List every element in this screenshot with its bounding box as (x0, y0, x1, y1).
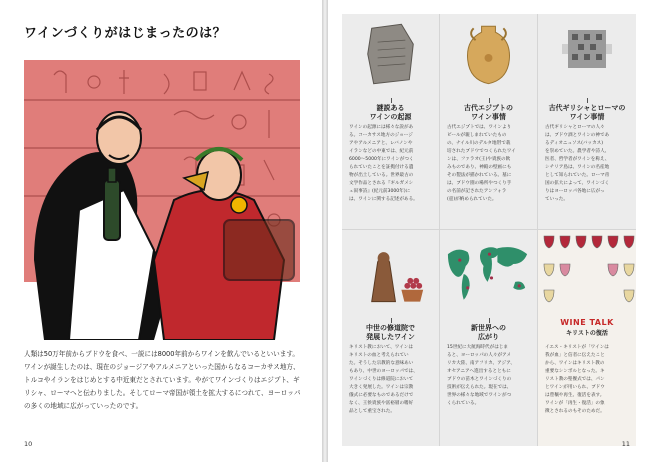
wine-talk-title: WINE TALK (560, 318, 614, 327)
body-line: 人類は50万年前からブドウを食べ、一説には8000年前からワインを飲んでいるといいます。 (24, 350, 300, 358)
wine-tasting-illustration (24, 60, 300, 340)
cell-wine-talk (538, 230, 636, 446)
amphora-icon (440, 14, 537, 94)
cell-egypt (440, 14, 538, 230)
wine-bottle-icon (104, 180, 120, 240)
cell-new-world (440, 230, 538, 446)
cell-text: イエス・キリストが「ワインは 我が血」と信者に伝えたこと から、ワインはキリスト教の 重要なシンボルとなった。キ リスト教の聖餐式では、パン とワインが用いられ、ブドウ は豊穣や再生、復活を表す。 ワインが「再生・復活」の象 徴とされるのもそのためだ。 (545, 345, 609, 414)
cell-heading: 古代ギリシャとローマの ワイン事情 (542, 98, 632, 122)
cell-text: 15世紀に大航海時代がはじま ると、ヨーロッパの人々がアメ リカ大陸、南アフリカ、アジア、 オセアニアへ進出するとともに ブドウの苗木とワインづくりの 技術が伝えられた。現在では、 世界の様々な地域でワインがつ くられている。 (447, 345, 515, 406)
cell-heading: 中世の修道院で 発展したワイン (346, 318, 435, 342)
cell-greece-rome (538, 14, 636, 230)
body-line: ワインが誕生したのは、現在のジョージアやアルメニアといった国からなるコーカサス地方、 (24, 363, 300, 371)
cell-origin (342, 14, 440, 230)
cell-text: キリスト教において、ワインは キリストの血と考えられてい た。そうした宗教的な意味あい もあり、中世のヨーロッパでは、 ワインづくりは修道院において 大きく発展した。ワインは宗教 儀式に必要なものであるだけで なく、王侯貴族や富裕層の嗜好 品として重宝された。 (349, 345, 418, 414)
monk-figure (34, 112, 174, 340)
mosaic-icon (538, 14, 636, 94)
body-line: トルコやイランをはじめとする中近東だとされています。やがてワインづくりはエジプト、ギ (24, 376, 300, 384)
left-page (0, 0, 322, 462)
cell-monastery (342, 230, 440, 446)
goblet-icon (184, 172, 208, 190)
cell-text: ワインの起源には様々な説があ る。コーカサス地方のジョージ アやアルメニアと、レバノンや イランなどの中東では、紀元前 6000～5000年にワインがつく られていたことを証拠付ける遺 物が出土している。世界最古の 文学作品とされる『ギルガメシ ュ叙事詩』(紀元前3000年)に は、ワインに関する記述がある。 (349, 125, 418, 202)
stone-tablet-icon (342, 14, 439, 94)
world-map-icon (440, 230, 537, 310)
page-number-right: 11 (621, 440, 630, 448)
right-page (328, 0, 650, 462)
wine-glasses-icon (538, 230, 636, 310)
page-title: ワインづくりがはじまったのは？ (24, 26, 227, 41)
cell-text: 古代ギリシャとローマの人々 は、ブドウ酒とワインの神であ るディオニュソス(バッカス) を崇めていた。農学者や詩人、 医者、哲学者がワインを称え、 シチリア島は、ワインの名産地 として知られていた。ローマ帝 国の拡大によって、ワインづく りはヨーロッパ各地に広がっ ていった。 (545, 125, 610, 202)
cell-heading: 新世界への 広がり (444, 318, 533, 342)
intro-paragraph (24, 348, 304, 413)
body-line: の多くの地域に広がっていったのです。 (24, 402, 143, 410)
monk-grapes-icon (342, 230, 439, 310)
cell-heading: 謎説ある ワインの起源 (346, 98, 435, 122)
history-grid (342, 14, 636, 446)
wine-talk-heading: キリストの復活 (566, 330, 608, 337)
body-line: リシャ、ローマへと伝わりました。そしてローマ帝国が領土を拡大するにつれて、ヨーロッパ (24, 389, 301, 397)
page-number-left: 10 (24, 440, 33, 448)
cell-text: 古代エジプトでは、ワインより ビールが親しまれていたもの の、ナイル川のデルタ地帯で栽 培されたブドウでつくられたワイ ンは、ファラオ(王)や貴族の飲 みものであり、神殿の壁画にも その製法が描かれている。墓に は、ブドウ園の場所やつくり手 の名前が記されたアンフォラ (壺)が納められていた。 (447, 125, 516, 202)
cell-heading: 古代エジプトの ワイン事情 (444, 98, 533, 122)
